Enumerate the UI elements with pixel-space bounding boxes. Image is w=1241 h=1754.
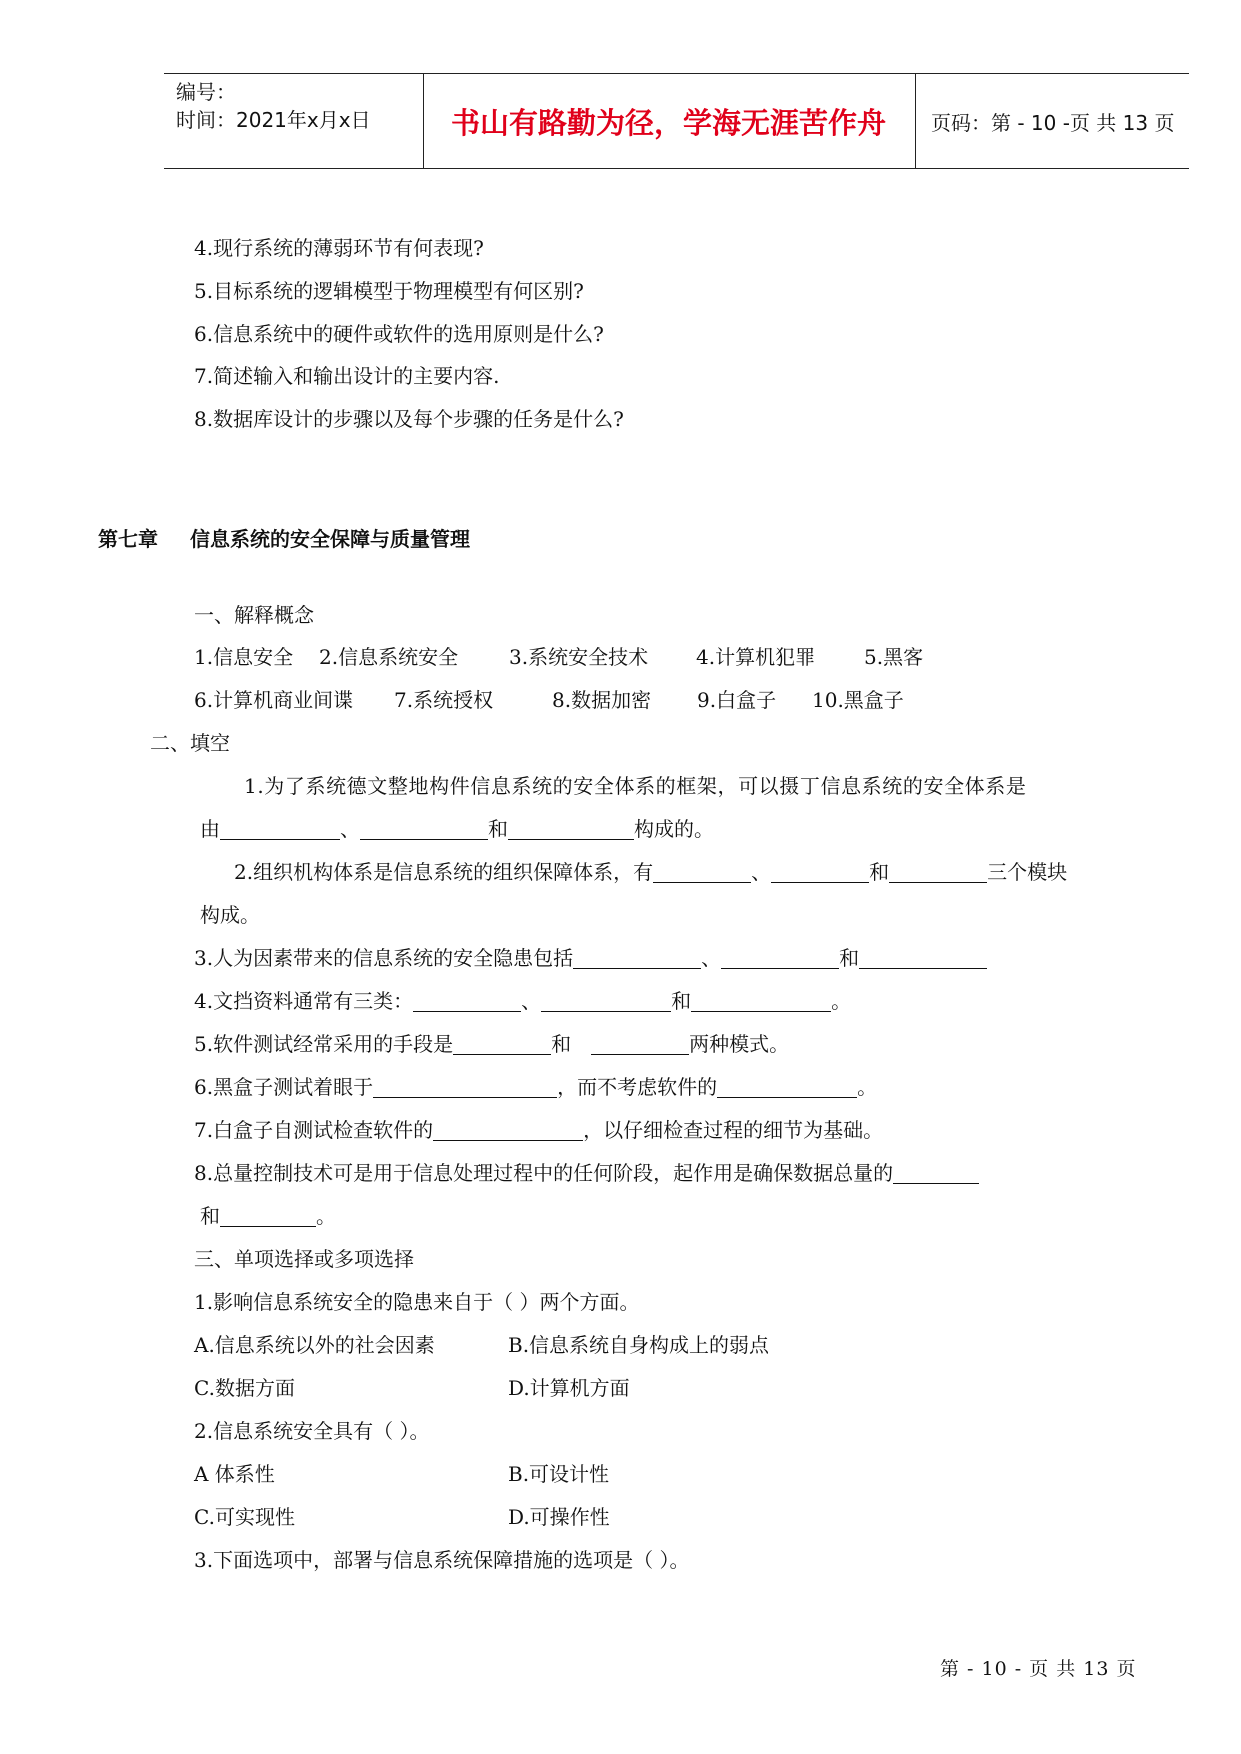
section-title: 三、单项选择或多项选择 (194, 1247, 414, 1271)
concept-item: 2.信息系统安全 (319, 645, 459, 669)
concept-item: 10.黑盒子 (812, 688, 904, 712)
blank (573, 948, 701, 969)
header-divider (423, 74, 424, 168)
choice-option: A 体系性 (194, 1462, 275, 1486)
document-time-label: 时间：2021年x月x日 (176, 108, 371, 132)
fill-question-3: 3.人为因素带来的信息系统的安全隐患包括 、 和 (194, 944, 987, 972)
page-header (164, 73, 1189, 169)
question-item: 7.简述输入和输出设计的主要内容. (194, 364, 500, 388)
page-footer: 第 - 10 - 页 共 13 页 (940, 1658, 1137, 1680)
choice-option: B.信息系统自身构成上的弱点 (508, 1333, 770, 1357)
choice-option: C.数据方面 (194, 1376, 295, 1400)
concept-item: 8.数据加密 (552, 688, 652, 712)
blank (360, 819, 488, 840)
document-number-label: 编号： (176, 80, 236, 104)
question-item: 8.数据库设计的步骤以及每个步骤的任务是什么? (194, 407, 624, 431)
blank (413, 991, 521, 1012)
fill-question-6: 6.黑盒子测试着眼于 ，而不考虑软件的 。 (194, 1075, 878, 1099)
blank (453, 1034, 551, 1055)
fill-question-2a: 2.组织机构体系是信息系统的组织保障体系，有 、 和 三个模块 (234, 860, 1068, 884)
concept-item: 6.计算机商业间谍 (194, 688, 354, 712)
blank (220, 819, 340, 840)
choice-question-2: 2.信息系统安全具有（ ）。 (194, 1419, 430, 1443)
concept-item: 3.系统安全技术 (509, 645, 649, 669)
header-motto: 书山有路勤为径，学海无涯苦作舟 (450, 105, 886, 140)
fill-question-4: 4.文挡资料通常有三类： 、 和 。 (194, 989, 852, 1013)
concept-row (194, 686, 904, 714)
blank (541, 991, 671, 1012)
fill-question-2b: 构成。 (200, 903, 260, 927)
fill-question-1b: 由 、 和 构成的。 (200, 817, 714, 841)
choice-option: B.可设计性 (508, 1462, 610, 1486)
choice-question-3: 3.下面选项中，部署与信息系统保障措施的选项是（ ）。 (194, 1548, 690, 1572)
choice-option: D.可操作性 (508, 1505, 610, 1529)
concept-item: 4.计算机犯罪 (696, 645, 816, 669)
fill-question-5: 5.软件测试经常采用的手段是 和 两种模式。 (194, 1032, 790, 1056)
blank (859, 948, 987, 969)
choice-option: A.信息系统以外的社会因素 (194, 1333, 435, 1357)
blank (889, 862, 987, 883)
section-title: 二、填空 (150, 731, 230, 755)
blank (653, 862, 751, 883)
concept-item: 9.白盒子 (697, 688, 777, 712)
concept-item: 7.系统授权 (394, 688, 494, 712)
blank (373, 1077, 557, 1098)
blank (771, 862, 869, 883)
blank (220, 1206, 316, 1227)
question-item: 5.目标系统的逻辑模型于物理模型有何区别? (194, 279, 584, 303)
question-item: 6.信息系统中的硬件或软件的选用原则是什么? (194, 322, 604, 346)
fill-question-1a: 1.为了系统德文整地构件信息系统的安全体系的框架，可以摄丁信息系统的安全体系是 (244, 774, 1027, 798)
chapter-heading (98, 523, 470, 552)
question-item: 4.现行系统的薄弱环节有何表现? (194, 236, 484, 260)
choice-option: C.可实现性 (194, 1505, 295, 1529)
blank (508, 819, 634, 840)
chapter-number: 第七章 (98, 527, 158, 551)
chapter-title: 信息系统的安全保障与质量管理 (190, 527, 470, 551)
concept-row (194, 643, 923, 671)
choice-question-1: 1.影响信息系统安全的隐患来自于（ ）两个方面。 (194, 1290, 640, 1314)
blank (591, 1034, 689, 1055)
concept-item: 1.信息安全 (194, 645, 294, 669)
fill-question-8a: 8.总量控制技术可是用于信息处理过程中的任何阶段，起作用是确保数据总量的 (194, 1159, 979, 1187)
fill-question-8b: 和 。 (200, 1204, 336, 1228)
header-page-number: 页码：第 - 10 -页 共 13 页 (931, 110, 1175, 135)
blank (721, 948, 839, 969)
choice-option: D.计算机方面 (508, 1376, 630, 1400)
section-title: 一、解释概念 (194, 603, 314, 627)
blank (691, 991, 831, 1012)
concept-item: 5.黑客 (864, 645, 924, 669)
blank (433, 1120, 583, 1141)
fill-question-7: 7.白盒子自测试检查软件的 ，以仔细检查过程的细节为基础。 (194, 1118, 884, 1142)
blank (717, 1077, 857, 1098)
header-meta (176, 78, 371, 134)
header-divider (915, 74, 916, 168)
blank (893, 1163, 979, 1184)
